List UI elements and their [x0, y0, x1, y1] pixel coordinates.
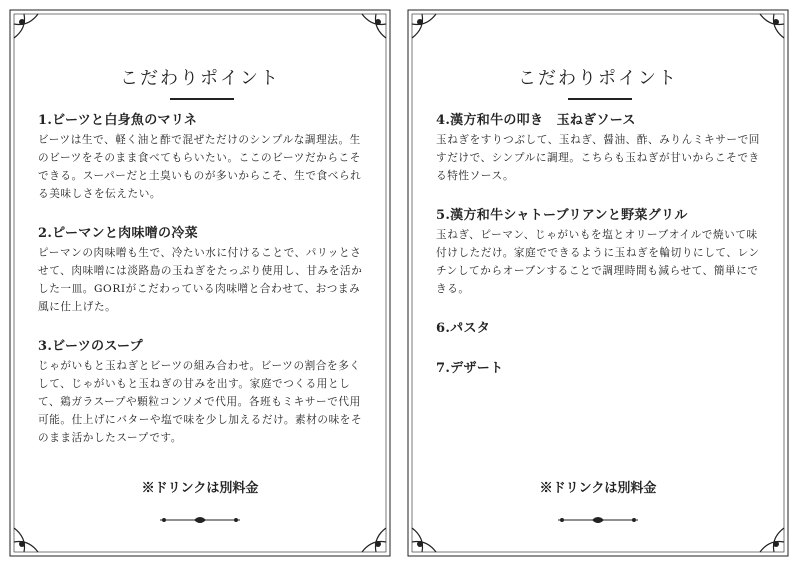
section-title: 1.ビーツと白身魚のマリネ	[38, 113, 198, 128]
menu-section	[436, 360, 764, 378]
menu-section	[436, 207, 764, 298]
drink-note: ※ドリンクは別料金	[141, 481, 259, 496]
menu-panel-right	[406, 8, 790, 558]
menu-section	[38, 338, 366, 447]
section-list	[436, 112, 764, 400]
panel-title: こだわりポイント	[518, 68, 678, 89]
section-body: 玉ねぎ、ピーマン、じゃがいもを塩とオリーブオイルで焼いて味付けしただけ。家庭でできるように玉ねぎを輪切りにして、レンチンしてからオーブンすることで調理時間も減らせて、簡単にできる。	[436, 229, 760, 295]
menu-section	[38, 112, 366, 203]
section-title: 5.漢方和牛シャトーブリアンと野菜グリル	[436, 208, 688, 223]
section-title: 6.パスタ	[436, 321, 491, 336]
section-title: 3.ビーツのスープ	[38, 339, 143, 354]
menu-panel-left	[8, 8, 392, 558]
menu-section	[436, 320, 764, 338]
menu-section	[436, 112, 764, 185]
title-divider	[568, 98, 632, 100]
flourish-ornament	[160, 514, 240, 526]
section-title: 2.ピーマンと肉味噌の冷菜	[38, 226, 198, 241]
drink-note: ※ドリンクは別料金	[539, 481, 657, 496]
flourish-ornament	[558, 514, 638, 526]
section-body: じゃがいもと玉ねぎとビーツの組み合わせ。ビーツの割合を多くして、じゃがいもと玉ねぎの甘みを出す。家庭でつくる用として、鶏ガラスープや顆粒コンソメで代用。各班もミキサーで代用可能。仕上げにバターや塩で味を少し加えるだけ。素材の味をそのまま活かしたスープです。	[38, 360, 363, 444]
panel-title: こだわりポイント	[120, 68, 280, 89]
title-divider	[170, 98, 234, 100]
menu-section	[38, 225, 366, 316]
section-body: 玉ねぎをすりつぶして、玉ねぎ、醤油、酢、みりんミキサーで回すだけで、シンプルに調理。こちらも玉ねぎが甘いからこそできる特性ソース。	[436, 134, 760, 182]
section-body: ビーツは生で、軽く油と酢で混ぜただけのシンプルな調理法。生のビーツをそのまま食べてもらいたい。ここのビーツだからこそできる。スーパーだと土臭いものが多いからこそ、生で食べられる美味しさを伝えたい。	[38, 134, 362, 200]
section-title: 4.漢方和牛の叩き 玉ねぎソース	[436, 113, 636, 128]
section-list	[38, 112, 366, 469]
section-body: ピーマンの肉味噌も生で、冷たい水に付けることで、パリッとさせて、肉味噌には淡路島の玉ねぎをたっぷり使用し、甘みを活かした一皿。GORIがこだわっている肉味噌と合わせて、おつまみ風に仕上げた。	[38, 247, 363, 313]
section-title: 7.デザート	[436, 361, 504, 376]
